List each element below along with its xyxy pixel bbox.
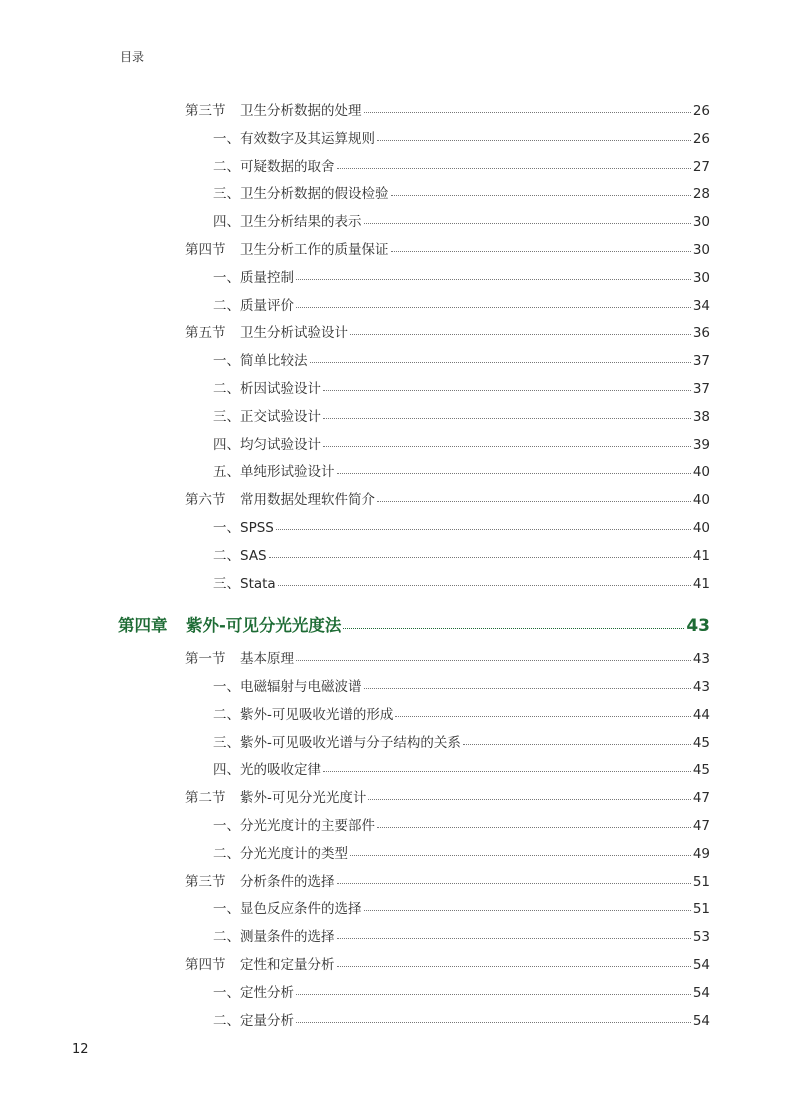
dot-leader	[296, 1008, 691, 1023]
dot-leader	[368, 785, 690, 800]
toc-page: 51	[692, 901, 710, 918]
toc-page: 54	[692, 957, 710, 973]
dot-leader	[337, 869, 691, 884]
dot-leader	[391, 237, 691, 252]
toc-number: 第六节	[185, 492, 226, 509]
toc-title: 四、卫生分析结果的表示	[213, 214, 362, 231]
toc-title: 紫外-可见分光光度计	[240, 790, 367, 807]
dot-leader	[323, 432, 691, 447]
page-number: 12	[72, 1042, 89, 1057]
toc-item	[213, 843, 710, 863]
toc-page: 36	[692, 325, 710, 342]
toc-section	[185, 648, 710, 668]
toc-section	[185, 871, 710, 891]
toc-title: 三、卫生分析数据的假设检验	[213, 186, 389, 203]
toc-item	[213, 406, 710, 426]
toc-page: 54	[692, 984, 710, 1001]
toc-item	[213, 898, 710, 918]
toc-section	[185, 239, 710, 259]
dot-leader	[350, 841, 691, 856]
dot-leader	[364, 896, 691, 911]
toc-title: 二、可疑数据的取舍	[213, 158, 335, 175]
toc-title: 一、定性分析	[213, 984, 294, 1001]
toc-title: 卫生分析工作的质量保证	[240, 242, 389, 258]
dot-leader	[343, 612, 684, 629]
toc-page: 30	[692, 242, 710, 258]
toc-item	[213, 378, 710, 398]
dot-leader	[337, 952, 691, 967]
dot-leader	[269, 543, 691, 558]
toc-number: 第四章	[118, 616, 168, 636]
toc-section	[185, 787, 710, 807]
toc-page: 45	[692, 762, 710, 779]
toc-page: 40	[692, 492, 710, 509]
toc-item	[213, 211, 710, 231]
toc-title: 一、电磁辐射与电磁波谱	[213, 679, 362, 695]
toc-page: 41	[692, 575, 710, 592]
toc-title: 三、Stata	[213, 575, 276, 592]
toc-title: 四、光的吸收定律	[213, 762, 321, 779]
toc-number: 第一节	[185, 651, 226, 668]
toc-page: 54	[692, 1012, 710, 1029]
toc-page: 26	[692, 130, 710, 147]
toc-title: 紫外-可见分光光度法	[186, 616, 342, 636]
dot-leader	[350, 320, 691, 335]
toc-section	[185, 100, 710, 120]
toc-title: 分析条件的选择	[240, 873, 335, 890]
toc-title: 一、简单比较法	[213, 353, 308, 370]
toc-item	[213, 156, 710, 176]
toc-chapter	[118, 614, 710, 637]
dot-leader	[337, 154, 691, 169]
dot-leader	[296, 293, 691, 308]
dot-leader	[337, 459, 691, 474]
toc-title: 卫生分析试验设计	[240, 325, 348, 342]
toc-item	[213, 183, 710, 203]
toc-page: 45	[692, 734, 710, 751]
toc-title: 二、质量评价	[213, 297, 294, 314]
toc-title: 一、质量控制	[213, 269, 294, 286]
toc-number: 第二节	[185, 790, 226, 807]
toc-item	[213, 350, 710, 370]
toc-section	[185, 489, 710, 509]
toc-item	[213, 434, 710, 454]
toc-title: 三、正交试验设计	[213, 408, 321, 425]
toc-title: 常用数据处理软件简介	[240, 492, 375, 509]
dot-leader	[395, 702, 690, 717]
dot-leader	[377, 126, 691, 141]
toc-page: 53	[692, 929, 710, 946]
toc-number: 第四节	[185, 242, 226, 258]
dot-leader	[377, 487, 691, 502]
toc-number: 第三节	[185, 873, 226, 890]
dot-leader	[296, 646, 691, 661]
toc-item	[213, 1010, 710, 1030]
dot-leader	[278, 571, 691, 586]
toc-item	[213, 545, 710, 565]
toc-page: 28	[692, 186, 710, 203]
dot-leader	[310, 348, 691, 363]
toc-item	[213, 982, 710, 1002]
toc-page: 49	[692, 845, 710, 862]
toc-page: 30	[692, 269, 710, 286]
toc-page: 37	[692, 353, 710, 370]
toc-item	[213, 295, 710, 315]
toc-item	[213, 128, 710, 148]
dot-leader	[323, 404, 691, 419]
toc-page: 34	[692, 297, 710, 314]
dot-leader	[323, 376, 691, 391]
toc-page: 39	[692, 436, 710, 453]
toc-item	[213, 759, 710, 779]
toc-title: 卫生分析数据的处理	[240, 103, 362, 119]
toc-item	[213, 704, 710, 724]
toc-item	[213, 676, 710, 696]
toc-page: 43	[686, 616, 710, 637]
toc-page: 43	[692, 679, 710, 695]
toc-title: 基本原理	[240, 651, 294, 668]
toc-title: 二、定量分析	[213, 1012, 294, 1029]
toc-number: 第四节	[185, 957, 226, 973]
toc-page: 30	[692, 214, 710, 231]
toc-title: 四、均匀试验设计	[213, 436, 321, 453]
toc-title: 一、SPSS	[213, 520, 274, 536]
toc-title: 二、SAS	[213, 547, 267, 564]
toc-title: 三、紫外-可见吸收光谱与分子结构的关系	[213, 734, 461, 751]
toc-page: 44	[692, 706, 710, 723]
dot-leader	[377, 813, 691, 828]
toc-title: 二、紫外-可见吸收光谱的形成	[213, 706, 394, 723]
toc-title: 二、测量条件的选择	[213, 929, 335, 946]
dot-leader	[463, 730, 691, 745]
toc-item	[213, 517, 710, 537]
toc-title: 二、析因试验设计	[213, 381, 321, 397]
toc-number: 第五节	[185, 325, 226, 342]
dot-leader	[337, 924, 691, 939]
dot-leader	[296, 980, 691, 995]
toc-number: 第三节	[185, 103, 226, 119]
toc-title: 一、分光光度计的主要部件	[213, 818, 375, 834]
toc-page: 43	[692, 651, 710, 668]
toc-item	[213, 573, 710, 593]
toc-item	[213, 732, 710, 752]
dot-leader	[364, 674, 691, 689]
toc-page: 40	[692, 464, 710, 481]
toc-title: 定性和定量分析	[240, 957, 335, 973]
toc-title: 五、单纯形试验设计	[213, 464, 335, 481]
toc-page: 41	[692, 547, 710, 564]
toc-page: 26	[692, 103, 710, 119]
toc-page: 47	[692, 790, 710, 807]
dot-leader	[391, 181, 691, 196]
toc-item	[213, 926, 710, 946]
dot-leader	[276, 515, 691, 530]
toc-item	[213, 461, 710, 481]
toc-title: 一、有效数字及其运算规则	[213, 130, 375, 147]
toc-page: 47	[692, 818, 710, 834]
toc-section	[185, 322, 710, 342]
toc-page: 38	[692, 408, 710, 425]
toc-item	[213, 267, 710, 287]
running-header: 目录	[120, 50, 145, 64]
dot-leader	[364, 209, 691, 224]
toc-title: 二、分光光度计的类型	[213, 845, 348, 862]
toc-page: 37	[692, 381, 710, 397]
dot-leader	[296, 265, 691, 280]
toc-page: 27	[692, 158, 710, 175]
toc-section	[185, 954, 710, 974]
dot-leader	[364, 98, 691, 113]
dot-leader	[323, 757, 691, 772]
toc-page: 51	[692, 873, 710, 890]
toc-page: 40	[692, 520, 710, 536]
toc-item	[213, 815, 710, 835]
toc-title: 一、显色反应条件的选择	[213, 901, 362, 918]
